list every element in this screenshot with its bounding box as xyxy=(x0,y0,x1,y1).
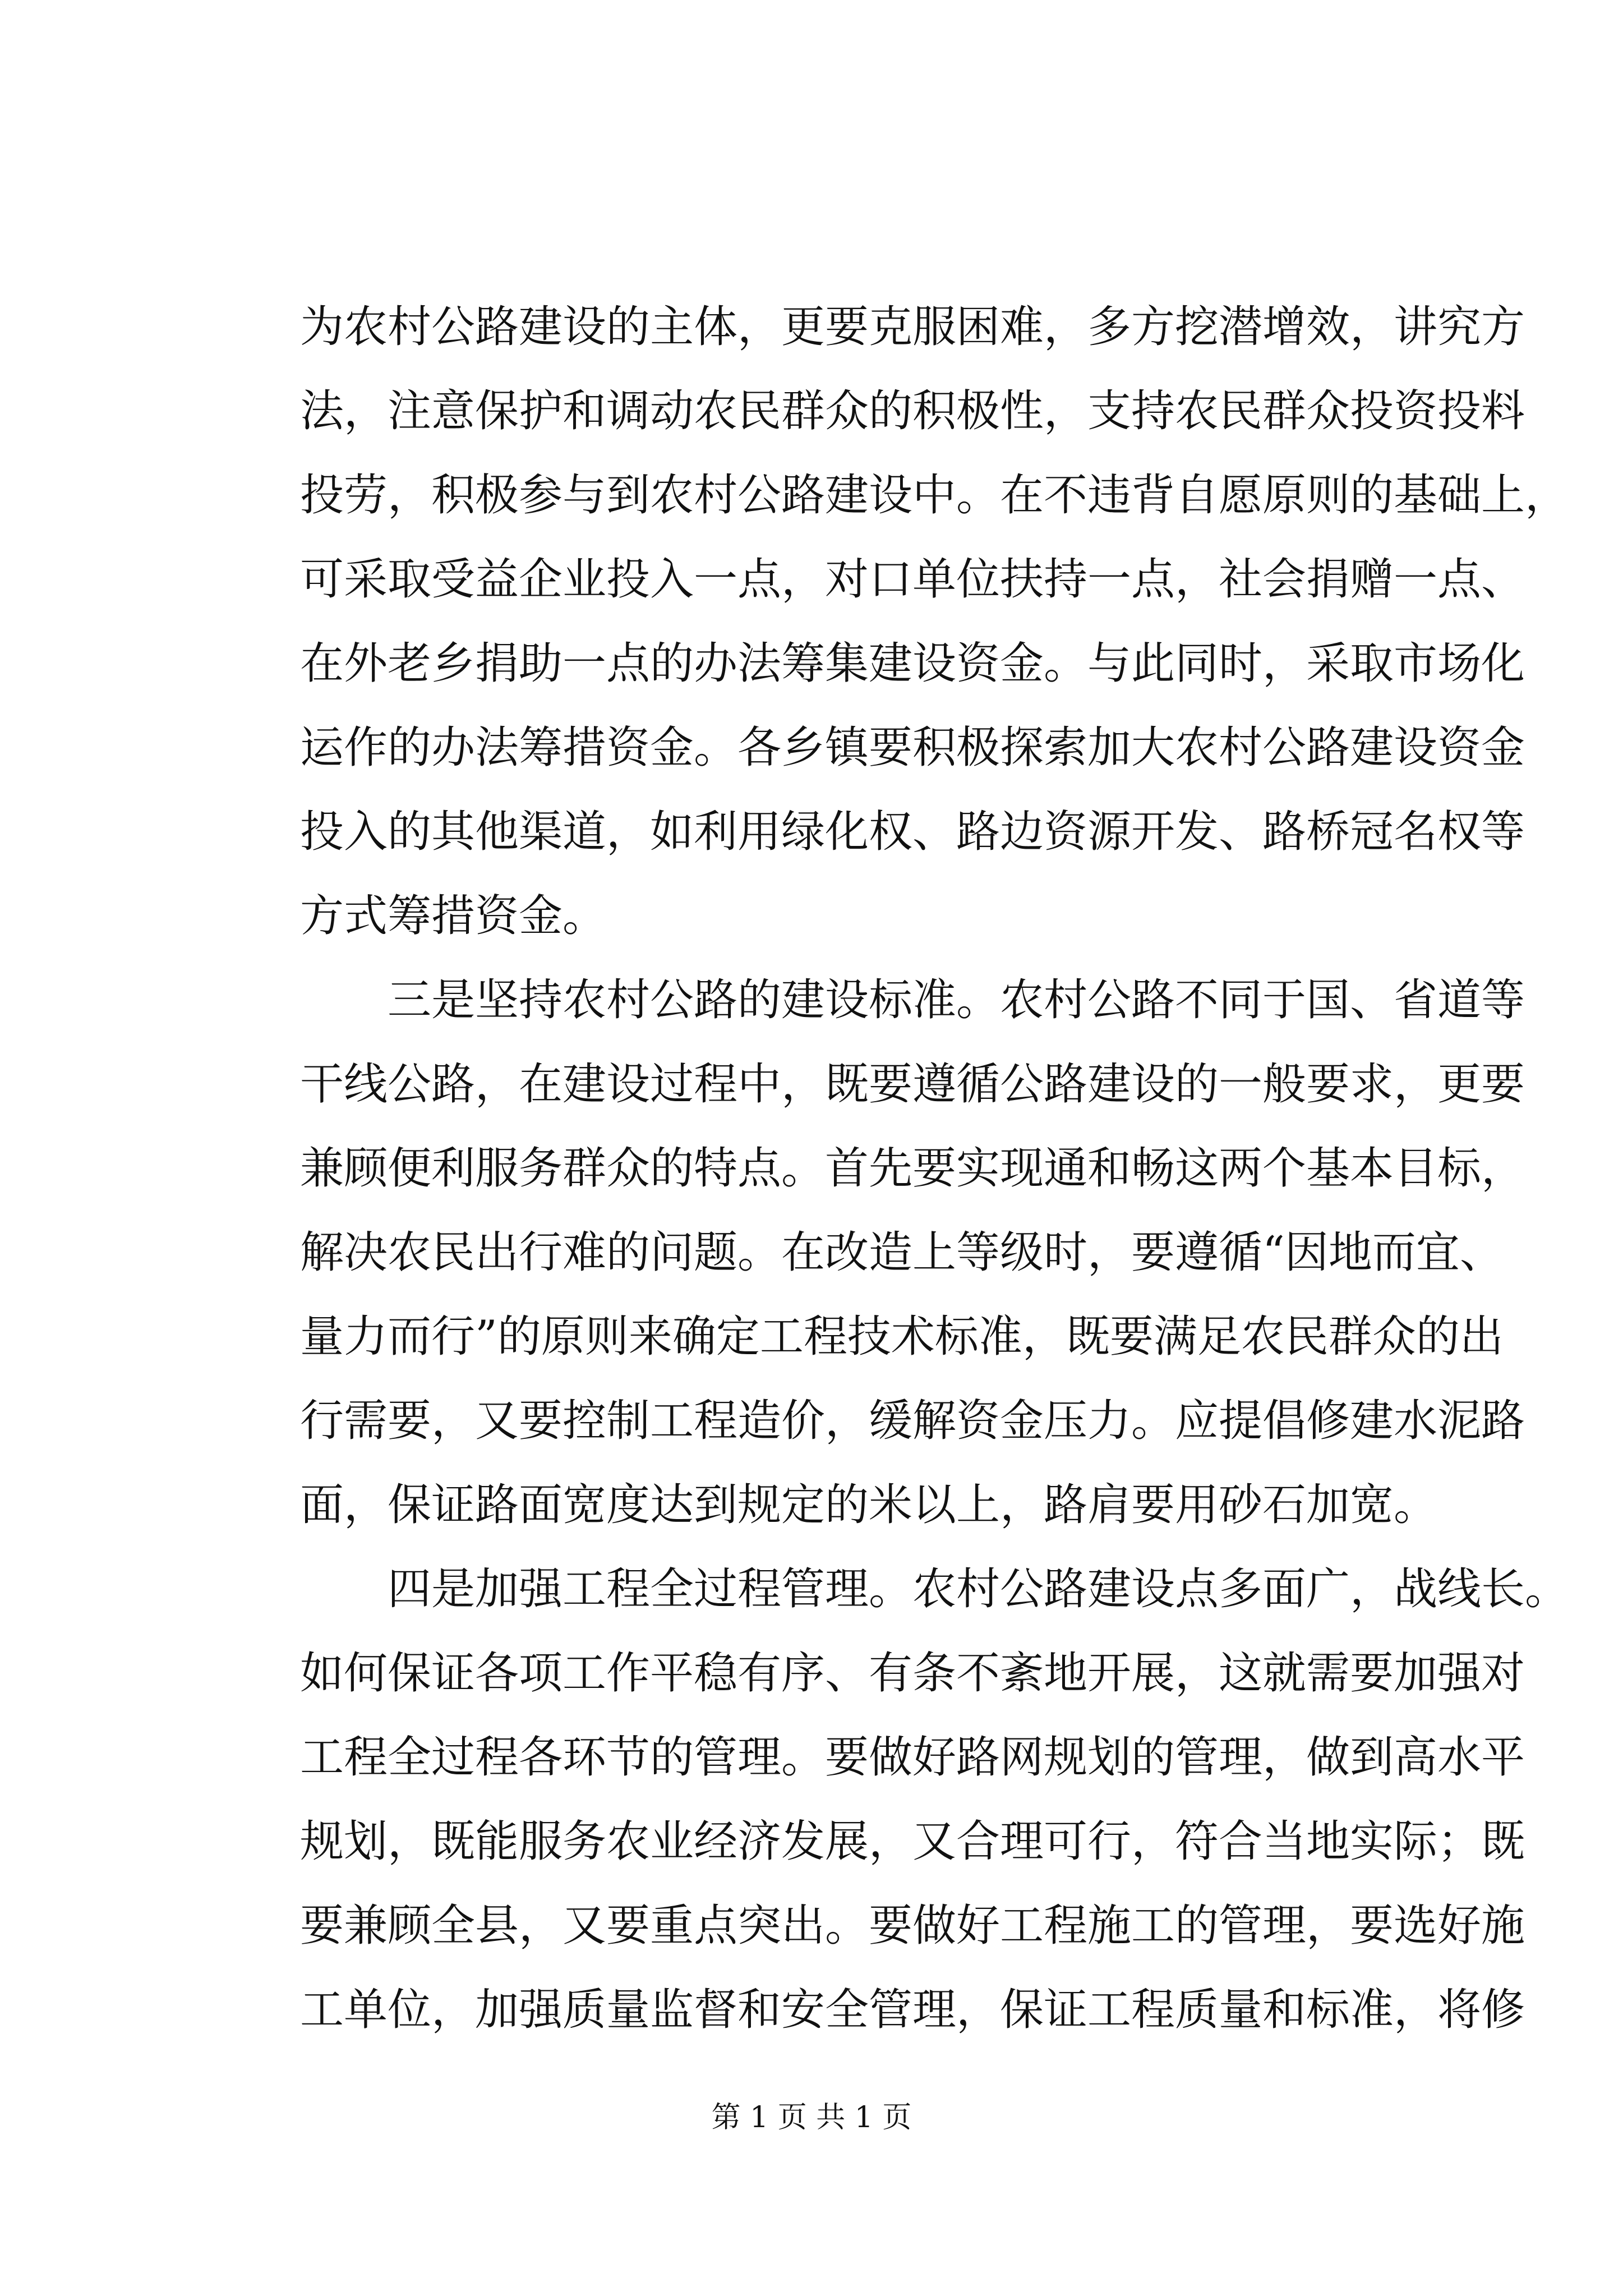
text-line: 法，注意保护和调动农民群众的积极性，支持农民群众投资投料 xyxy=(300,386,1525,436)
text-line: 三是坚持农村公路的建设标准。农村公路不同于国、省道等 xyxy=(300,975,1525,1025)
text-line: 在外老乡捐助一点的办法筹集建设资金。与此同时，采取市场化 xyxy=(300,638,1525,689)
text-line: 量力而行”的原则来确定工程技术标准，既要满足农民群众的出 xyxy=(300,1312,1504,1362)
text-line: 行需要，又要控制工程造价，缓解资金压力。应提倡修建水泥路 xyxy=(300,1396,1525,1446)
text-line: 干线公路，在建设过程中，既要遵循公路建设的一般要求，更要 xyxy=(300,1059,1525,1110)
text-line: 兼顾便利服务群众的特点。首先要实现通和畅这两个基本目标， xyxy=(300,1143,1525,1194)
text-line: 投入的其他渠道，如利用绿化权、路边资源开发、路桥冠名权等 xyxy=(300,807,1525,857)
text-line: 如何保证各项工作平稳有序、有条不紊地开展，这就需要加强对 xyxy=(300,1648,1525,1699)
text-line: 解决农民出行难的问题。在改造上等级时，要遵循“因地而宜、 xyxy=(300,1227,1504,1278)
text-line: 面，保证路面宽度达到规定的米以上，路肩要用砂石加宽。 xyxy=(300,1480,1438,1530)
text-line: 投劳，积极参与到农村公路建设中。在不违背自愿原则的基础上， xyxy=(300,470,1569,521)
text-line: 要兼顾全县，又要重点突出。要做好工程施工的管理，要选好施 xyxy=(300,1901,1525,1951)
text-line: 可采取受益企业投入一点，对口单位扶持一点，社会捐赠一点、 xyxy=(300,554,1525,605)
page-number-footer: 第 1 页 共 1 页 xyxy=(711,2101,912,2134)
text-line: 运作的办法筹措资金。各乡镇要积极探索加大农村公路建设资金 xyxy=(300,723,1525,773)
text-line: 方式筹措资金。 xyxy=(300,891,607,941)
text-line: 四是加强工程全过程管理。农村公路建设点多面广，战线长。 xyxy=(300,1564,1569,1614)
text-line: 工程全过程各环节的管理。要做好路网规划的管理，做到高水平 xyxy=(300,1732,1525,1783)
text-line: 为农村公路建设的主体，更要克服困难，多方挖潜增效，讲究方 xyxy=(300,302,1525,352)
text-line: 规划，既能服务农业经济发展，又合理可行，符合当地实际；既 xyxy=(300,1816,1525,1867)
body-text xyxy=(300,285,1569,2052)
text-line: 工单位，加强质量监督和安全管理，保证工程质量和标准，将修 xyxy=(300,1985,1525,2035)
